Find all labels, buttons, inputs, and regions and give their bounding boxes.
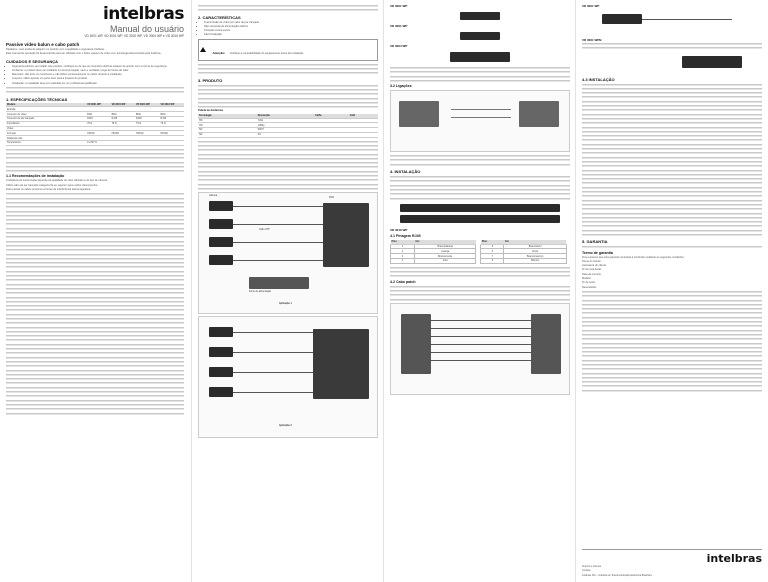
features-title: 2. CARACTERÍSTICAS — [198, 14, 241, 20]
spec-title: 1. ESPECIFICAÇÕES TÉCNICAS — [6, 96, 68, 102]
dvr-icon — [323, 203, 369, 267]
balun-icon — [682, 56, 742, 68]
product-image-top — [582, 10, 762, 36]
spec-cell: BNC — [111, 112, 135, 117]
dist-header-cell: Resolução — [257, 114, 314, 118]
pin-tables — [390, 239, 570, 266]
spec-cell: RJ45 — [111, 117, 135, 122]
intro-line: Parabéns, você acaba de adquirir um produto com a qualidade e segurança Intelbras. — [6, 48, 105, 51]
feature-item: • Proteção contra surtos. — [204, 29, 378, 32]
spec-header-cell: VD 3001 WP — [111, 103, 135, 107]
spec-cell: Distância máx. — [6, 136, 86, 141]
warranty-line: Modelo: — [582, 277, 592, 281]
application-label: Aplicação 2 — [279, 425, 292, 428]
care-title: CUIDADOS E SEGURANÇA — [6, 58, 59, 64]
warranty-line: Nº de série: — [582, 281, 596, 285]
spec-cell: 75 Ω — [86, 121, 110, 126]
pin-cell: Azul — [414, 258, 475, 263]
install-title: 4. INSTALAÇÃO — [390, 169, 421, 175]
warning-text: Verifique a compatibilidade do equipamento antes da instalação. — [229, 51, 304, 55]
body-line: Utilize cabo de par trançado categoria 5e ou superior para melhor desempenho. — [6, 183, 98, 187]
pin-cell: 5 — [481, 244, 504, 249]
cable-line — [233, 224, 323, 225]
pin-cell: 2 — [391, 249, 415, 254]
model-label: VD 3016 WP — [390, 227, 408, 232]
dist-cell — [314, 132, 349, 137]
model-label: VD 3004 WP — [390, 44, 408, 48]
table-row — [198, 132, 378, 137]
dist-cell: 960H — [257, 128, 314, 133]
term-title: Termo de garantia — [582, 250, 613, 255]
legend-power: Fonte de alimentação — [249, 291, 272, 294]
spec-cell: Conector de vídeo — [6, 112, 86, 117]
camera-icon — [209, 367, 233, 377]
warranty-line: Assinatura do cliente: — [582, 264, 607, 268]
warranty-line: Data da compra: — [582, 272, 602, 276]
camera-icon — [209, 255, 233, 265]
warning-box — [198, 39, 378, 61]
pin-cell: 4 — [391, 258, 415, 263]
camera-icon — [209, 219, 233, 229]
cable-line — [642, 19, 732, 20]
care-item: • Limpeza: utilize apenas um pano seco para a limpeza do produto. — [12, 77, 184, 80]
dist-header-cell: Tecnologia — [198, 114, 257, 118]
rj45-jack-icon — [399, 101, 439, 127]
spec-cell — [111, 140, 135, 145]
body-title: 1.1 Recomendações de instalação — [6, 174, 65, 179]
footer-brand-logo: intelbras — [706, 552, 762, 566]
model-label: VD 3001 WPB — [582, 38, 602, 42]
body-line: A distância de transmissão depende da qualidade do cabo utilizado e do tipo de câmera. — [6, 179, 108, 183]
model-label: VD 3001 WP — [390, 4, 408, 8]
pin-table-a — [390, 240, 476, 264]
pin-cell: 6 — [481, 249, 504, 254]
application-label: Aplicação 1 — [279, 303, 292, 306]
spec-cell: 0 a 50 °C — [86, 140, 110, 145]
balun-icon — [460, 32, 500, 40]
dist-cell: D1 — [257, 132, 314, 137]
spec-cell: BNC — [135, 112, 159, 117]
warning-label: Atenção: — [212, 50, 226, 55]
balun-icon — [602, 14, 642, 24]
distance-table — [198, 114, 378, 138]
cable-line — [431, 336, 531, 337]
warranty-line: Nome do cliente: — [582, 259, 602, 263]
spec-header-cell: VD 3004 WP — [135, 103, 159, 107]
install-title: 4.3 INSTALAÇÃO — [582, 76, 615, 82]
cable-line — [431, 360, 531, 361]
pin-cell: Branco/laranja — [414, 244, 475, 249]
balun-rack-icon — [400, 215, 560, 223]
page-4 — [576, 0, 768, 582]
spec-cell: Formato — [6, 131, 86, 136]
table-row — [391, 258, 476, 263]
cable-line — [431, 352, 531, 353]
pin-header-cell: Pino — [391, 240, 415, 244]
power-supply-icon — [249, 277, 309, 289]
product-title: 3. PRODUTO — [198, 77, 223, 83]
patch-title: 4.2 Cabo patch — [390, 279, 416, 284]
spec-cell: HD/SD — [86, 131, 110, 136]
table-row — [6, 140, 184, 145]
footer-address: Intelbras S/A – Indústria de Telecomunicação Eletrônica Brasileira — [582, 573, 652, 577]
pin-cell: 3 — [391, 254, 415, 259]
care-list — [6, 65, 184, 85]
cable-line — [431, 344, 531, 345]
care-item: • Ambiente: o produto deve ser instalado em local protegido, seco e ventilado, longe de fontes de calor. — [12, 69, 184, 72]
cable-line — [233, 352, 313, 353]
product-image-patch — [582, 52, 762, 74]
spec-header-cell: VD 3001 WP — [86, 103, 110, 107]
dist-header-cell: Cat6 — [349, 114, 378, 118]
spec-cell: HD/SD — [111, 131, 135, 136]
spec-cell: 75 Ω — [160, 121, 185, 126]
cable-line — [233, 242, 323, 243]
connector-icon — [401, 314, 431, 374]
cable-line — [233, 372, 313, 373]
product-image-c — [390, 50, 570, 64]
spec-cell: Temperatura — [6, 140, 86, 145]
page-3 — [384, 0, 576, 582]
features-list — [198, 21, 378, 37]
dist-cell: SD — [198, 128, 257, 133]
camera-icon — [209, 387, 233, 397]
connection-diagram — [390, 90, 570, 152]
balun-icon — [450, 52, 510, 62]
product-image-b — [390, 30, 570, 42]
dist-cell: SD — [198, 132, 257, 137]
care-item: • Instalação: a instalação deve ser realizada por um profissional qualificado. — [12, 82, 184, 85]
dvr-icon — [313, 329, 369, 399]
connection-title: 3.2 Ligações — [390, 84, 412, 89]
spec-cell: RJ45 — [135, 117, 159, 122]
pin-cell: 1 — [391, 244, 415, 249]
table-row — [481, 258, 566, 263]
cable-line — [233, 206, 323, 207]
warranty-line: Fica expresso que esta garantia contratual é conferida mediante as seguintes condições: — [582, 255, 685, 259]
pin-cell: 7 — [481, 254, 504, 259]
legend-dvr: DVR — [329, 197, 334, 200]
camera-icon — [209, 237, 233, 247]
feature-item: • Fácil instalação. — [204, 33, 378, 36]
pin-cell: 8 — [481, 258, 504, 263]
pin-title: 4.1 Pinagem RJ45 — [390, 233, 421, 238]
spec-table — [6, 103, 184, 146]
cable-line — [233, 392, 313, 393]
warranty-title: 5. GARANTIA — [582, 239, 608, 245]
page-1 — [0, 0, 190, 582]
cable-line — [431, 320, 531, 321]
table-caption: Tabela de distâncias — [198, 109, 224, 113]
footer-support: Suporte a clientes — [582, 565, 602, 569]
spec-cell: BNC — [160, 112, 185, 117]
patch-cable-diagram — [390, 303, 570, 395]
cable-line — [431, 328, 531, 329]
brand-logo: intelbras — [102, 4, 184, 24]
product-image-16 — [390, 202, 570, 226]
spec-header-cell: VD 3016 WP — [160, 103, 185, 107]
spec-cell: 75 Ω — [135, 121, 159, 126]
manual-title: Manual do usuário — [109, 24, 184, 34]
model-label: VD 3001 WP — [582, 4, 600, 8]
dist-cell: HD — [198, 123, 257, 128]
pin-header-cell: Cor — [504, 240, 566, 244]
spec-cell: Conector de par trançado — [6, 117, 86, 122]
dist-cell: HD — [198, 118, 257, 123]
spec-cell: Vídeo — [6, 126, 86, 131]
feature-item: • Transmissão de vídeo por cabo de par trançado. — [204, 21, 378, 24]
rj45-jack-icon — [519, 101, 559, 127]
balun-rack-icon — [400, 204, 560, 212]
pin-header-cell: Cor — [414, 240, 475, 244]
legend-cable: Cabo UTP — [259, 229, 270, 232]
product-image-a — [390, 10, 570, 22]
page-2 — [192, 0, 384, 582]
camera-icon — [209, 201, 233, 211]
spec-cell: HD/SD — [160, 131, 185, 136]
application-diagram-2 — [198, 316, 378, 438]
pin-cell: Marrom — [504, 258, 566, 263]
body-line: Evite passar os cabos próximos a fontes de interferência eletromagnética. — [6, 188, 92, 192]
pin-cell: Laranja — [414, 249, 475, 254]
pin-cell: Branco/marrom — [504, 254, 566, 259]
spec-header-cell: Modelo — [6, 103, 86, 107]
feature-item: • Não necessita de alimentação elétrica. — [204, 25, 378, 28]
dist-cell — [349, 132, 378, 137]
pin-cell: Branco/azul — [504, 244, 566, 249]
pin-header-cell: Pino — [481, 240, 504, 244]
spec-cell: RJ45 — [86, 117, 110, 122]
dist-cell: 720p — [257, 118, 314, 123]
spec-cell: 75 Ω — [111, 121, 135, 126]
camera-icon — [209, 327, 233, 337]
footer — [582, 549, 762, 578]
cable-line — [451, 117, 511, 118]
cable-line — [233, 260, 323, 261]
warning-icon — [200, 47, 206, 52]
cable-line — [451, 109, 511, 110]
balun-icon — [460, 12, 500, 20]
spec-cell — [135, 140, 159, 145]
application-diagram-1 — [198, 192, 378, 314]
footer-contact: Contato: — [582, 569, 592, 573]
dist-cell: 1080p — [257, 123, 314, 128]
spec-cell: BNC — [86, 112, 110, 117]
legend-camera: Câmera — [209, 195, 218, 198]
care-item: • Segurança elétrica: ao instalar este produto, certifique-se de que as conexões elétricas estejam de acordo com a norma de segurança. — [12, 65, 184, 68]
cable-line — [233, 332, 313, 333]
intro-title: Passive vídeo balun e cabo patch — [6, 42, 80, 47]
model-label: VD 3001 WP — [390, 24, 408, 28]
warranty-line: Nº da nota fiscal: — [582, 268, 602, 272]
spec-cell — [160, 140, 185, 145]
pin-cell: Verde — [504, 249, 566, 254]
spec-cell: Entrada — [6, 107, 86, 112]
pin-table-b — [480, 240, 566, 264]
spec-cell: HD/SD — [135, 131, 159, 136]
spec-cell: Impedância — [6, 121, 86, 126]
intro-line: Este manual de operação foi desenvolvido para ser utilizado com o balun passivo de vídeo com tecnologia desenvolvida pela Intelbras. — [6, 52, 162, 56]
pin-cell: Branco/verde — [414, 254, 475, 259]
models-line: VD 3001 WP, VD 3001 WP, VD 3002 WP, VD 3004 WP e VD 3016 WP — [84, 34, 184, 38]
camera-icon — [209, 347, 233, 357]
care-item: • Manuseio: não force os conectores e não dobre excessivamente os cabos durante a instalação. — [12, 73, 184, 76]
connector-icon — [531, 314, 561, 374]
warranty-line: Revendedor: — [582, 285, 597, 289]
spec-cell: RJ45 — [160, 117, 185, 122]
dist-header-cell: Cat5e — [314, 114, 349, 118]
